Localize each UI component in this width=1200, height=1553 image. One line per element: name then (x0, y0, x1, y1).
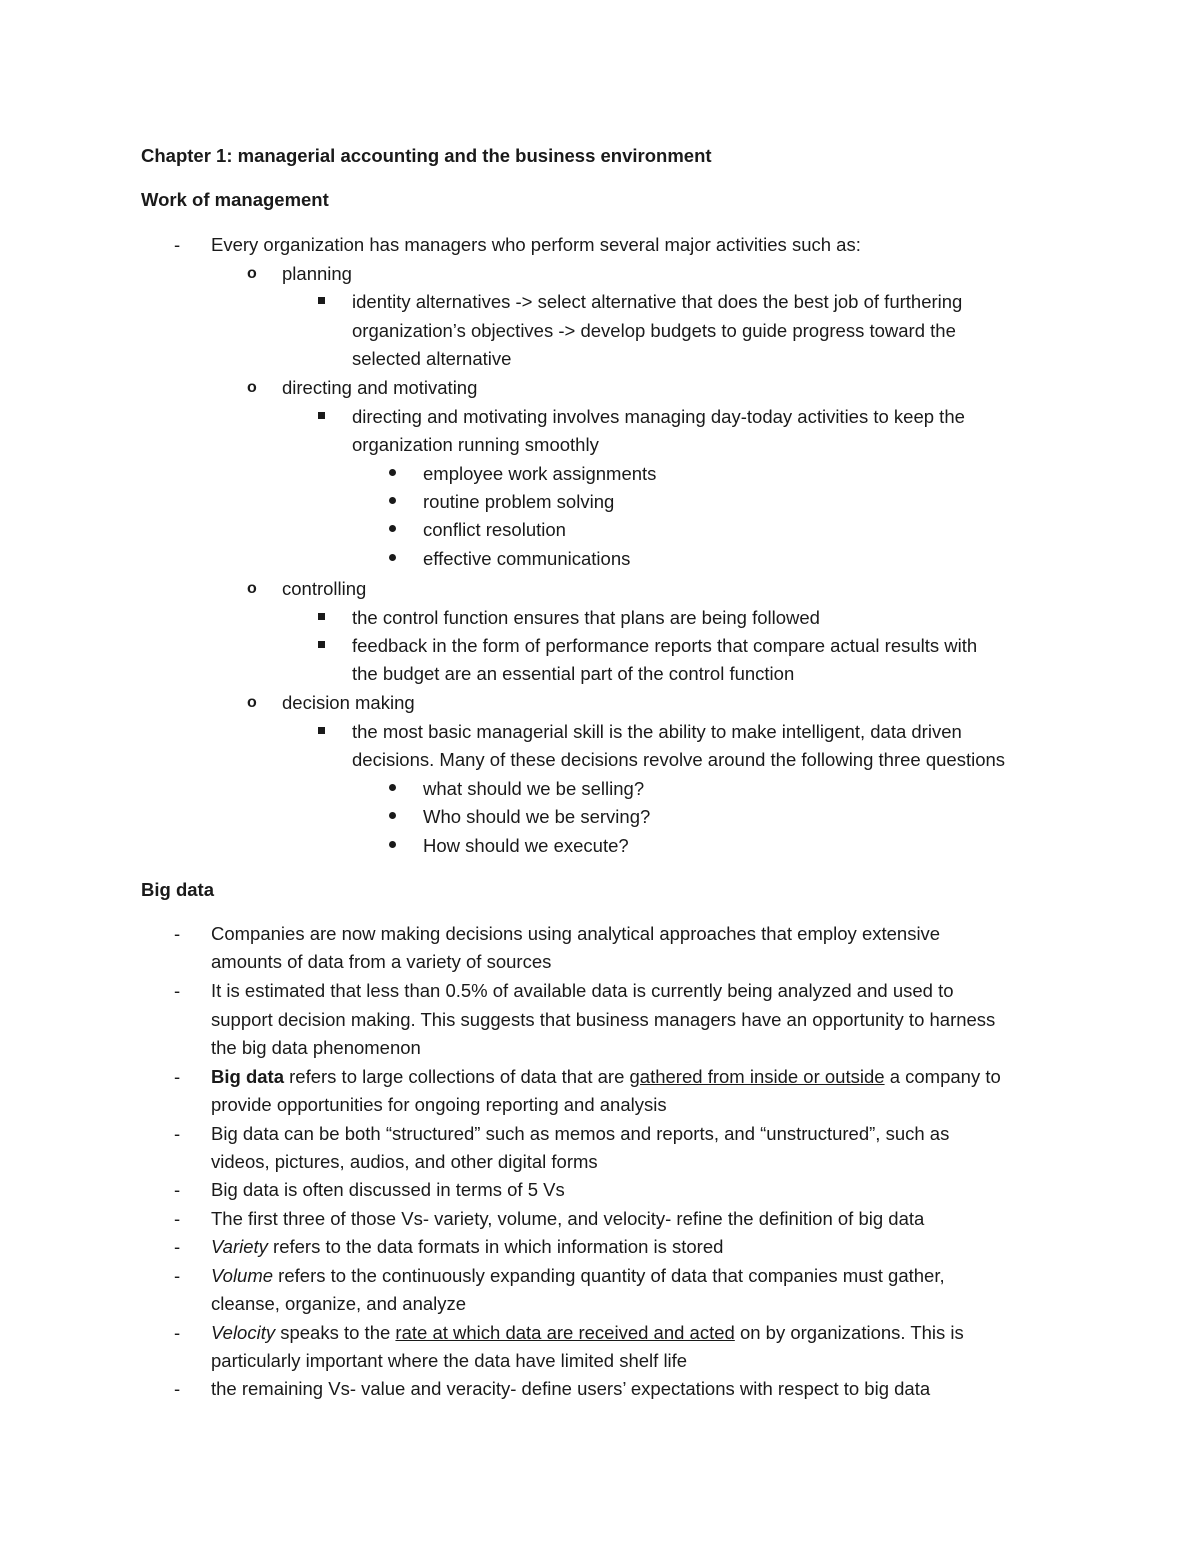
big-data-point-line: Big data can be both “structured” such as memos and reports, and “unstructured”, such as (211, 1123, 950, 1144)
big-data-point-line: It is estimated that less than 0.5% of available data is currently being analyzed and used to (211, 980, 954, 1001)
volume-term: Volume (211, 1265, 274, 1286)
big-data-point-line: the big data phenomenon (211, 1037, 421, 1058)
decision-question: How should we execute? (423, 835, 629, 856)
big-data-point-line: the remaining Vs- value and veracity- define users’ expectations with respect to big data (211, 1378, 931, 1399)
dash-marker: - (174, 1236, 181, 1257)
square-bullet-icon (318, 412, 325, 419)
directing-item: employee work assignments (423, 463, 657, 484)
planning-detail-line: identity alternatives -> select alternative that does the best job of furthering (352, 291, 963, 312)
decision-question: what should we be selling? (423, 778, 645, 799)
directing-item: conflict resolution (423, 519, 566, 540)
controlling-detail: the control function ensures that plans are being followed (352, 607, 820, 628)
directing-item: routine problem solving (423, 491, 615, 512)
definition-text: refers to large collections of data that are (283, 1066, 630, 1087)
dash-marker: - (174, 1066, 181, 1087)
volume-text: refers to the continuously expanding quantity of data that companies must gather, (273, 1265, 945, 1286)
big-data-point-line: The first three of those Vs- variety, volume, and velocity- refine the definition of big data (211, 1208, 925, 1229)
planning-detail-line: selected alternative (352, 348, 512, 369)
underlined-phrase: rate at which data are received and acted (395, 1322, 735, 1343)
dash-marker: - (174, 1322, 181, 1343)
circle-marker: o (247, 580, 257, 597)
square-bullet-icon (318, 613, 325, 620)
round-bullet-icon (389, 554, 396, 561)
dash-marker: - (174, 923, 181, 944)
round-bullet-icon (389, 841, 396, 848)
square-bullet-icon (318, 297, 325, 304)
variety-line (211, 1235, 723, 1259)
decision-detail-line: decisions. Many of these decisions revolve around the following three questions (352, 749, 1006, 770)
volume-line (211, 1264, 945, 1288)
big-data-term: Big data (211, 1066, 284, 1087)
big-data-point-line: cleanse, organize, and analyze (211, 1293, 467, 1314)
dash-marker: - (174, 1265, 181, 1286)
circle-marker: o (247, 265, 257, 282)
controlling-detail-line: the budget are an essential part of the control function (352, 663, 795, 684)
velocity-text: speaks to the (275, 1322, 396, 1343)
big-data-point-line: amounts of data from a variety of sources (211, 951, 552, 972)
circle-marker: o (247, 379, 257, 396)
round-bullet-icon (389, 497, 396, 504)
dash-marker: - (174, 1123, 181, 1144)
dash-marker: - (174, 1378, 181, 1399)
square-bullet-icon (318, 727, 325, 734)
square-bullet-icon (318, 641, 325, 648)
controlling-detail-line: feedback in the form of performance reports that compare actual results with (352, 635, 978, 656)
decision-making-label: decision making (282, 692, 415, 713)
planning-label: planning (282, 263, 352, 284)
directing-item: effective communications (423, 548, 631, 569)
intro-text: Every organization has managers who perform several major activities such as: (211, 234, 861, 255)
velocity-term: Velocity (211, 1322, 276, 1343)
dash-marker: - (174, 1208, 181, 1229)
directing-label: directing and motivating (282, 377, 478, 398)
dash-marker: - (174, 1179, 181, 1200)
round-bullet-icon (389, 469, 396, 476)
underlined-phrase: gathered from inside or outside (629, 1066, 885, 1087)
velocity-line (211, 1321, 964, 1345)
round-bullet-icon (389, 784, 396, 791)
variety-term: Variety (211, 1236, 268, 1257)
big-data-point-line: Big data is often discussed in terms of 5 Vs (211, 1179, 565, 1200)
velocity-text: on by organizations. This is (734, 1322, 964, 1343)
big-data-point-line: provide opportunities for ongoing reporting and analysis (211, 1094, 667, 1115)
big-data-point-line: particularly important where the data have limited shelf life (211, 1350, 688, 1371)
chapter-title: Chapter 1: managerial accounting and the business environment (141, 145, 712, 166)
dash-marker: - (174, 234, 181, 255)
controlling-label: controlling (282, 578, 367, 599)
circle-marker: o (247, 694, 257, 711)
big-data-point-line: support decision making. This suggests that business managers have an opportunity to harness (211, 1009, 996, 1030)
definition-text: a company to (884, 1066, 1001, 1087)
big-data-point-line: videos, pictures, audios, and other digital forms (211, 1151, 598, 1172)
directing-detail-line: organization running smoothly (352, 434, 599, 455)
directing-detail-line: directing and motivating involves managing day-today activities to keep the (352, 406, 965, 427)
planning-detail-line: organization’s objectives -> develop budgets to guide progress toward the (352, 320, 956, 341)
section-heading-big-data: Big data (141, 879, 214, 900)
decision-detail-line: the most basic managerial skill is the ability to make intelligent, data driven (352, 721, 962, 742)
round-bullet-icon (389, 525, 396, 532)
section-heading-work-of-management: Work of management (141, 189, 329, 210)
big-data-point-line: Companies are now making decisions using analytical approaches that employ extensive (211, 923, 941, 944)
big-data-definition-line (211, 1065, 1001, 1089)
decision-question: Who should we be serving? (423, 806, 651, 827)
round-bullet-icon (389, 812, 396, 819)
variety-text: refers to the data formats in which information is stored (267, 1236, 724, 1257)
dash-marker: - (174, 980, 181, 1001)
